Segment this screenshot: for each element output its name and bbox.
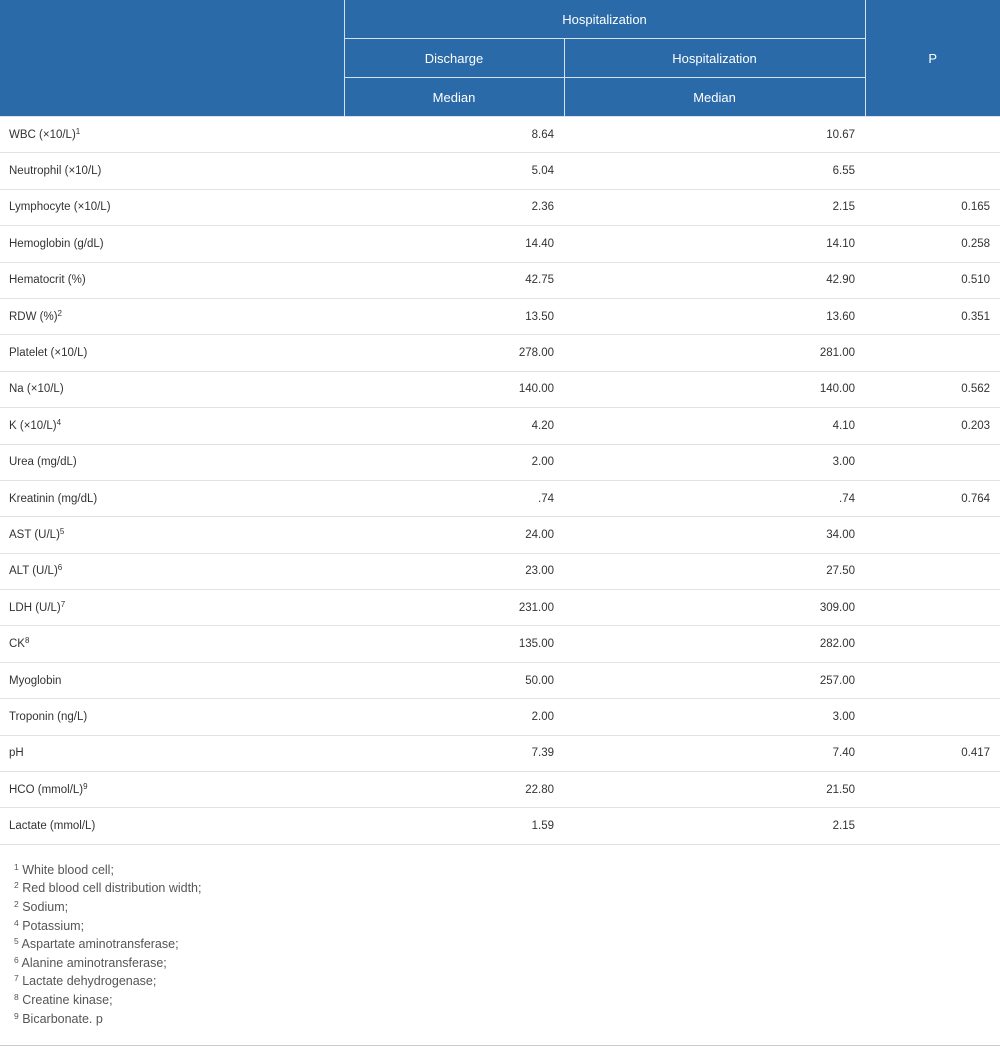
table-row bbox=[0, 408, 1000, 444]
table-row bbox=[0, 189, 1000, 225]
table-row bbox=[0, 444, 1000, 480]
p-value-cell bbox=[865, 699, 1000, 735]
footnote-text: Lactate dehydrogenase; bbox=[22, 974, 157, 989]
parameter-cell bbox=[0, 626, 344, 662]
footnote-marker: 4 bbox=[56, 417, 62, 427]
footnote-item bbox=[14, 1010, 1000, 1029]
parameter-cell bbox=[0, 371, 344, 407]
parameter-label: Urea (mg/dL) bbox=[9, 456, 77, 469]
hospitalization-median-cell: 21.50 bbox=[564, 772, 865, 808]
hospitalization-median-cell: 140.00 bbox=[564, 371, 865, 407]
p-value-cell: 0.351 bbox=[865, 298, 1000, 334]
table-row bbox=[0, 226, 1000, 262]
p-value-cell: 0.165 bbox=[865, 189, 1000, 225]
parameter-label: K (×10/L) bbox=[9, 419, 57, 432]
parameter-cell bbox=[0, 480, 344, 516]
footnote-item bbox=[14, 954, 1000, 973]
parameter-cell bbox=[0, 772, 344, 808]
footnote-text: Potassium; bbox=[22, 918, 85, 933]
parameter-label: CK bbox=[9, 638, 25, 651]
discharge-median-cell: 4.20 bbox=[344, 408, 564, 444]
p-value-cell: 0.510 bbox=[865, 262, 1000, 298]
parameter-cell bbox=[0, 553, 344, 589]
parameter-cell bbox=[0, 590, 344, 626]
p-value-cell bbox=[865, 517, 1000, 553]
table-row bbox=[0, 517, 1000, 553]
footnote-marker: 6 bbox=[57, 563, 63, 573]
p-value-cell bbox=[865, 662, 1000, 698]
hospitalization-median-cell: 27.50 bbox=[564, 553, 865, 589]
discharge-median-cell: 140.00 bbox=[344, 371, 564, 407]
footnote-item bbox=[14, 991, 1000, 1010]
footnote-number: 1 bbox=[14, 861, 19, 872]
discharge-median-cell: 135.00 bbox=[344, 626, 564, 662]
parameter-label: RDW (%) bbox=[9, 310, 58, 323]
parameter-cell bbox=[0, 808, 344, 844]
discharge-median-cell: 22.80 bbox=[344, 772, 564, 808]
table-row bbox=[0, 371, 1000, 407]
table-row bbox=[0, 480, 1000, 516]
p-value-cell bbox=[865, 444, 1000, 480]
p-value-cell: 0.562 bbox=[865, 371, 1000, 407]
parameter-cell bbox=[0, 189, 344, 225]
parameter-label: pH bbox=[9, 747, 24, 760]
parameter-cell bbox=[0, 298, 344, 334]
table-row bbox=[0, 262, 1000, 298]
footnote-text: Red blood cell distribution width; bbox=[22, 881, 202, 896]
table-header bbox=[0, 0, 1000, 117]
table-row bbox=[0, 590, 1000, 626]
footnote-text: Aspartate aminotransferase; bbox=[21, 937, 179, 952]
discharge-median-cell: 2.00 bbox=[344, 444, 564, 480]
hospitalization-median-cell: 257.00 bbox=[564, 662, 865, 698]
parameter-cell bbox=[0, 153, 344, 189]
header-corner-cell bbox=[0, 0, 344, 117]
discharge-median-cell: 42.75 bbox=[344, 262, 564, 298]
parameter-label: Myoglobin bbox=[9, 674, 62, 687]
hospitalization-median-cell: 10.67 bbox=[564, 117, 865, 153]
table-row bbox=[0, 153, 1000, 189]
parameter-label: WBC (×10/L) bbox=[9, 128, 76, 141]
hospitalization-median-cell: 6.55 bbox=[564, 153, 865, 189]
hospitalization-median-cell: 3.00 bbox=[564, 699, 865, 735]
p-value-cell bbox=[865, 772, 1000, 808]
p-value-cell bbox=[865, 117, 1000, 153]
header-p-value: P bbox=[865, 0, 1000, 117]
footnote-text: Creatine kinase; bbox=[22, 992, 113, 1007]
parameter-cell bbox=[0, 735, 344, 771]
parameter-label: Hematocrit (%) bbox=[9, 274, 86, 287]
discharge-median-cell: 13.50 bbox=[344, 298, 564, 334]
discharge-median-cell: 24.00 bbox=[344, 517, 564, 553]
table-row bbox=[0, 772, 1000, 808]
parameter-cell bbox=[0, 699, 344, 735]
parameter-label: Neutrophil (×10/L) bbox=[9, 165, 102, 178]
parameter-label: HCO (mmol/L) bbox=[9, 783, 84, 796]
header-discharge-median: Median bbox=[344, 78, 564, 117]
footnote-marker: 7 bbox=[60, 599, 66, 609]
parameter-cell bbox=[0, 444, 344, 480]
footnote-text: Bicarbonate. p bbox=[22, 1011, 103, 1026]
parameter-label: Lactate (mmol/L) bbox=[9, 820, 96, 833]
footnote-marker: 1 bbox=[75, 126, 81, 136]
parameter-label: Lymphocyte (×10/L) bbox=[9, 201, 111, 214]
hospitalization-median-cell: 7.40 bbox=[564, 735, 865, 771]
p-value-cell: 0.764 bbox=[865, 480, 1000, 516]
p-value-cell: 0.203 bbox=[865, 408, 1000, 444]
discharge-median-cell: 2.00 bbox=[344, 699, 564, 735]
hospitalization-median-cell: 42.90 bbox=[564, 262, 865, 298]
footnote-number: 8 bbox=[14, 991, 19, 1002]
p-value-cell bbox=[865, 590, 1000, 626]
discharge-median-cell: 14.40 bbox=[344, 226, 564, 262]
parameter-cell bbox=[0, 262, 344, 298]
hospitalization-median-cell: 3.00 bbox=[564, 444, 865, 480]
parameter-cell bbox=[0, 226, 344, 262]
hospitalization-median-cell: 309.00 bbox=[564, 590, 865, 626]
footnote-number: 4 bbox=[14, 917, 19, 928]
footnote-item bbox=[14, 972, 1000, 991]
parameter-cell bbox=[0, 117, 344, 153]
footnote-item bbox=[14, 935, 1000, 954]
footnote-number: 9 bbox=[14, 1010, 19, 1021]
footnote-number: 5 bbox=[14, 936, 19, 947]
p-value-cell bbox=[865, 626, 1000, 662]
p-value-cell bbox=[865, 553, 1000, 589]
p-value-cell: 0.258 bbox=[865, 226, 1000, 262]
p-value-cell: 0.417 bbox=[865, 735, 1000, 771]
parameter-label: ALT (U/L) bbox=[9, 565, 58, 578]
parameter-label: Hemoglobin (g/dL) bbox=[9, 237, 104, 250]
parameter-cell bbox=[0, 662, 344, 698]
table-row bbox=[0, 117, 1000, 153]
footnote-marker: 5 bbox=[59, 526, 65, 536]
parameter-label: Troponin (ng/L) bbox=[9, 710, 88, 723]
hospitalization-median-cell: 2.15 bbox=[564, 808, 865, 844]
footnote-marker: 8 bbox=[24, 636, 30, 646]
parameter-label: LDH (U/L) bbox=[9, 601, 61, 614]
parameter-label: AST (U/L) bbox=[9, 528, 60, 541]
p-value-cell bbox=[865, 153, 1000, 189]
header-discharge: Discharge bbox=[344, 39, 564, 78]
footnote-item bbox=[14, 898, 1000, 917]
discharge-median-cell: 7.39 bbox=[344, 735, 564, 771]
header-hospitalization: Hospitalization bbox=[564, 39, 865, 78]
hospitalization-median-cell: 4.10 bbox=[564, 408, 865, 444]
discharge-median-cell: 231.00 bbox=[344, 590, 564, 626]
discharge-median-cell: 2.36 bbox=[344, 189, 564, 225]
p-value-cell bbox=[865, 808, 1000, 844]
footnote-marker: 2 bbox=[57, 308, 62, 318]
footnote-text: Alanine aminotransferase; bbox=[21, 955, 167, 970]
footnote-number: 6 bbox=[14, 954, 19, 965]
discharge-median-cell: 50.00 bbox=[344, 662, 564, 698]
table-body bbox=[0, 117, 1000, 845]
footnote-number: 7 bbox=[14, 973, 19, 984]
p-value-cell bbox=[865, 335, 1000, 371]
hospitalization-median-cell: 282.00 bbox=[564, 626, 865, 662]
table-row bbox=[0, 626, 1000, 662]
hospitalization-median-cell: .74 bbox=[564, 480, 865, 516]
table-row bbox=[0, 699, 1000, 735]
discharge-median-cell: .74 bbox=[344, 480, 564, 516]
parameter-cell bbox=[0, 335, 344, 371]
parameter-cell bbox=[0, 408, 344, 444]
table-row bbox=[0, 735, 1000, 771]
hospitalization-median-cell: 14.10 bbox=[564, 226, 865, 262]
hospitalization-median-cell: 13.60 bbox=[564, 298, 865, 334]
discharge-median-cell: 5.04 bbox=[344, 153, 564, 189]
hospitalization-median-cell: 34.00 bbox=[564, 517, 865, 553]
footnote-number: 2 bbox=[14, 899, 19, 909]
table-row bbox=[0, 335, 1000, 371]
footnote-marker: 9 bbox=[83, 781, 88, 791]
table-row bbox=[0, 662, 1000, 698]
hospitalization-median-cell: 281.00 bbox=[564, 335, 865, 371]
table-row bbox=[0, 553, 1000, 589]
footnote-item bbox=[14, 879, 1000, 898]
table-row bbox=[0, 298, 1000, 334]
header-hospitalization-group: Hospitalization bbox=[344, 0, 865, 39]
footnotes bbox=[0, 845, 1000, 1028]
discharge-median-cell: 1.59 bbox=[344, 808, 564, 844]
footnote-item bbox=[14, 861, 1000, 880]
footnote-item bbox=[14, 917, 1000, 936]
discharge-median-cell: 23.00 bbox=[344, 553, 564, 589]
footnote-text: Sodium; bbox=[22, 900, 69, 914]
parameter-cell bbox=[0, 517, 344, 553]
parameter-label: Kreatinin (mg/dL) bbox=[9, 492, 98, 505]
hospitalization-median-cell: 2.15 bbox=[564, 189, 865, 225]
table-row bbox=[0, 808, 1000, 844]
discharge-median-cell: 278.00 bbox=[344, 335, 564, 371]
footnote-number: 2 bbox=[14, 880, 19, 891]
header-hospitalization-median: Median bbox=[564, 78, 865, 117]
parameter-label: Na (×10/L) bbox=[9, 383, 64, 396]
footnote-text: White blood cell; bbox=[22, 862, 114, 877]
discharge-median-cell: 8.64 bbox=[344, 117, 564, 153]
parameter-label: Platelet (×10/L) bbox=[9, 347, 88, 360]
